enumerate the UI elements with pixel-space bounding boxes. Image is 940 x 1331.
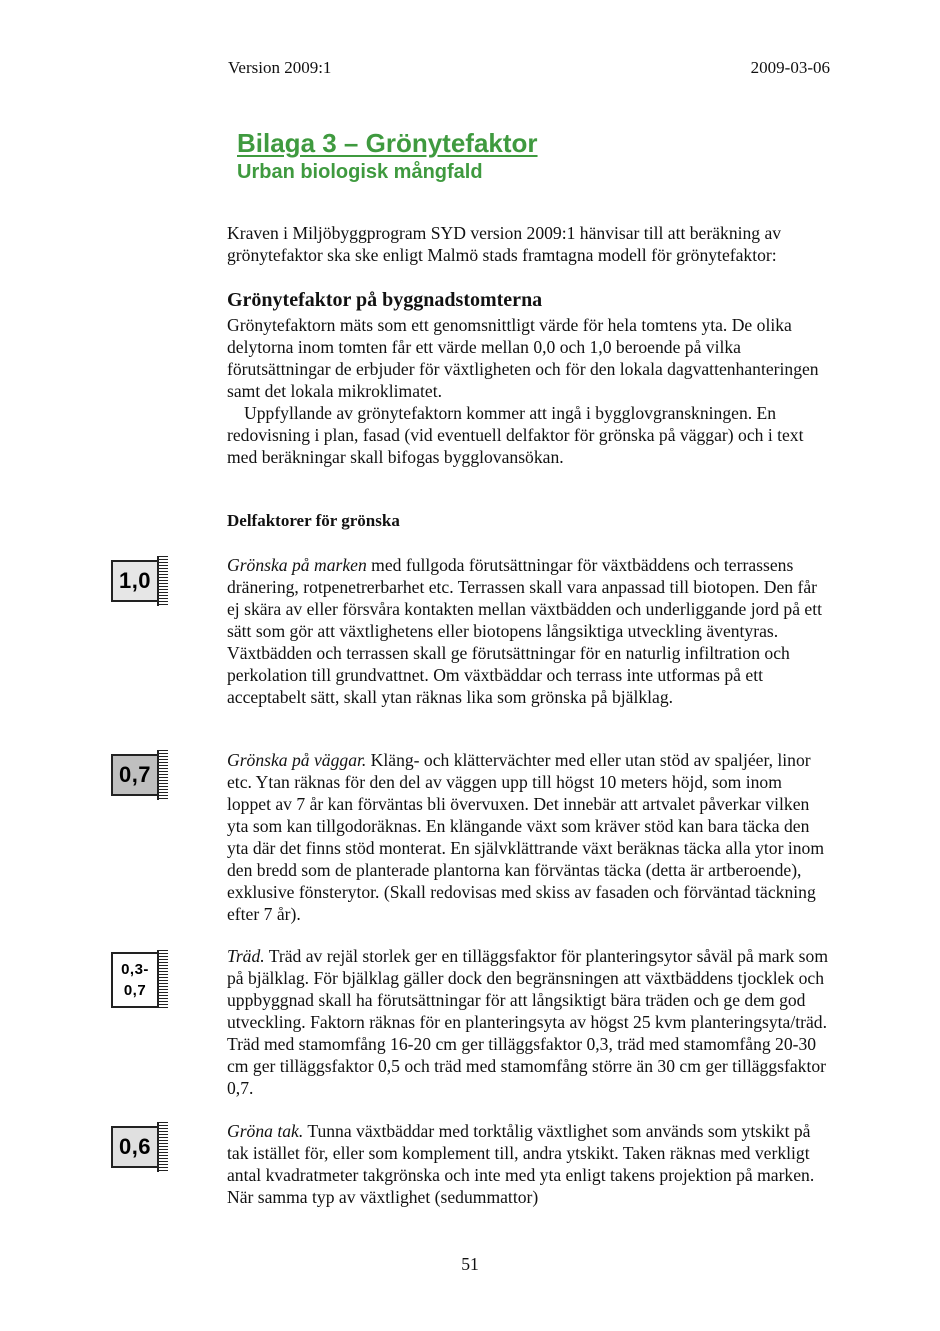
intro-paragraph: Kraven i Miljöbyggprogram SYD version 2009:1 hänvisar till att beräkning av grönytefaktor ska ske enligt Malmö stads framtagna modell för grönytefaktor: [227,223,782,265]
factor-lead: Träd. [227,946,265,966]
factor-lead: Gröna tak. [227,1121,304,1141]
header-date: 2009-03-06 [750,58,830,77]
factor-paragraph-2 [227,749,830,925]
factor-badge-value: 0,6 [118,1134,152,1159]
section-paragraph-2: Uppfyllande av grönytefaktorn kommer att ingå i bygglovgranskningen. En redovisning i plan, fasad (vid eventuell delfaktor för grönska på väggar) och i text med beräkningar skall bifogas bygglovansökan. [227,403,804,467]
scale-icon [157,1122,173,1172]
section-heading: Grönytefaktor på byggnadstomterna [227,289,543,311]
factor-text: Träd av rejäl storlek ger en tilläggsfaktor för planteringsytor såväl på mark som på bjälklag. För bjälklag gäller dock den begränsningen att växtbäddens tjocklek och uppbyggnad skall ha förutsättningar för att långsiktigt bära träden och ge dem god utveckling. Faktorn räknas för en planteringsyta av högst 25 kvm planteringsyta/träd. Träd med stamomfång 16-20 cm ger tilläggsfaktor 0,3, träd med stamomfång 20-30 cm ger tilläggsfaktor 0,5 och träd med stamomfång större än 30 cm ger tilläggsfaktor 0,7. [227,946,828,1098]
section-paragraph-1: Grönytefaktorn mäts som ett genomsnittligt värde för hela tomtens yta. De olika delytorna inom tomten får ett värde mellan 0,0 och 1,0 beroende på vilka förutsättningar de erbjuder för växtligheten och för den lokala dagvattenhanteringen samt det lokala mikroklimatet. [227,315,819,401]
factor-badge-1 [111,560,159,602]
factor-badge-value: 0,3- 0,7 [121,961,149,999]
factor-text: Tunna växtbäddar med torktålig växtlighet som används som ytskikt på tak istället för, eller som komplement till, andra ytskikt. Taken räknas med verkligt antal kvadratmeter takgrönska och inte med yta enligt takens projektion på marken. När samma typ av växtlighet (sedummattor) [227,1121,815,1207]
factor-badge-2 [111,754,159,796]
factor-paragraph-3 [227,945,830,1099]
factor-paragraph-4 [227,1120,830,1208]
title-block [237,126,538,184]
factor-badge-value: 0,7 [118,762,152,787]
factor-text: med fullgoda förutsättningar för växtbäddens och terrassens dränering, rotpenetrerbarhet etc. Terrassen skall vara anpassad till biotopen. Den får ej skära av eller försvåra kontakten mellan växtbädden och underliggande jord på ett sätt som gör att växtlighetens eller biotopens långsiktiga utveckling äventyras. Växtbädden och terrassen skall ge förutsättningar för en naturlig infiltration och perkolation till grundvattnet. Om växtbäddar och terrass inte utformas på ett acceptabelt sätt, skall ytan räknas lika som grönska på bjälklag. [227,555,823,707]
page-title: Bilaga 3 – Grönytefaktor [237,128,538,158]
scale-icon [157,750,173,800]
factor-badge-4 [111,1126,159,1168]
factor-paragraph-1 [227,554,830,708]
subheading-delfaktorer: Delfaktorer för grönska [227,511,400,530]
scale-icon [157,556,173,606]
factor-badge-value: 1,0 [118,568,152,593]
page-number: 51 [461,1254,479,1274]
scale-icon [157,950,173,1008]
factor-lead: Grönska på väggar. [227,750,367,770]
header-version: Version 2009:1 [228,58,332,77]
factor-text: Kläng- och klättervächter med eller utan stöd av spaljéer, linor etc. Ytan räknas för den del av väggen upp till högst 10 meters höjd, som inom loppet av 7 år kan förväntas bli övervuxen. Det innebär att artvalet påverkar vilken yta som kan tillgodoräknas. En klängande växt som kräver stöd kan bara täcka den yta där det finns stöd monterat. En självklättrande växt beräknas täcka alla ytor inom den bredd som de planterade plantorna kan förväntas täcka (detta är artberoende), exklusive fönsterytor. (Skall redovisas med skiss av fasaden och förväntad täckning efter 7 år). [227,750,825,924]
factor-badge-3 [111,952,159,1008]
factor-lead: Grönska på marken [227,555,367,575]
page-subtitle: Urban biologisk mångfald [237,161,483,183]
